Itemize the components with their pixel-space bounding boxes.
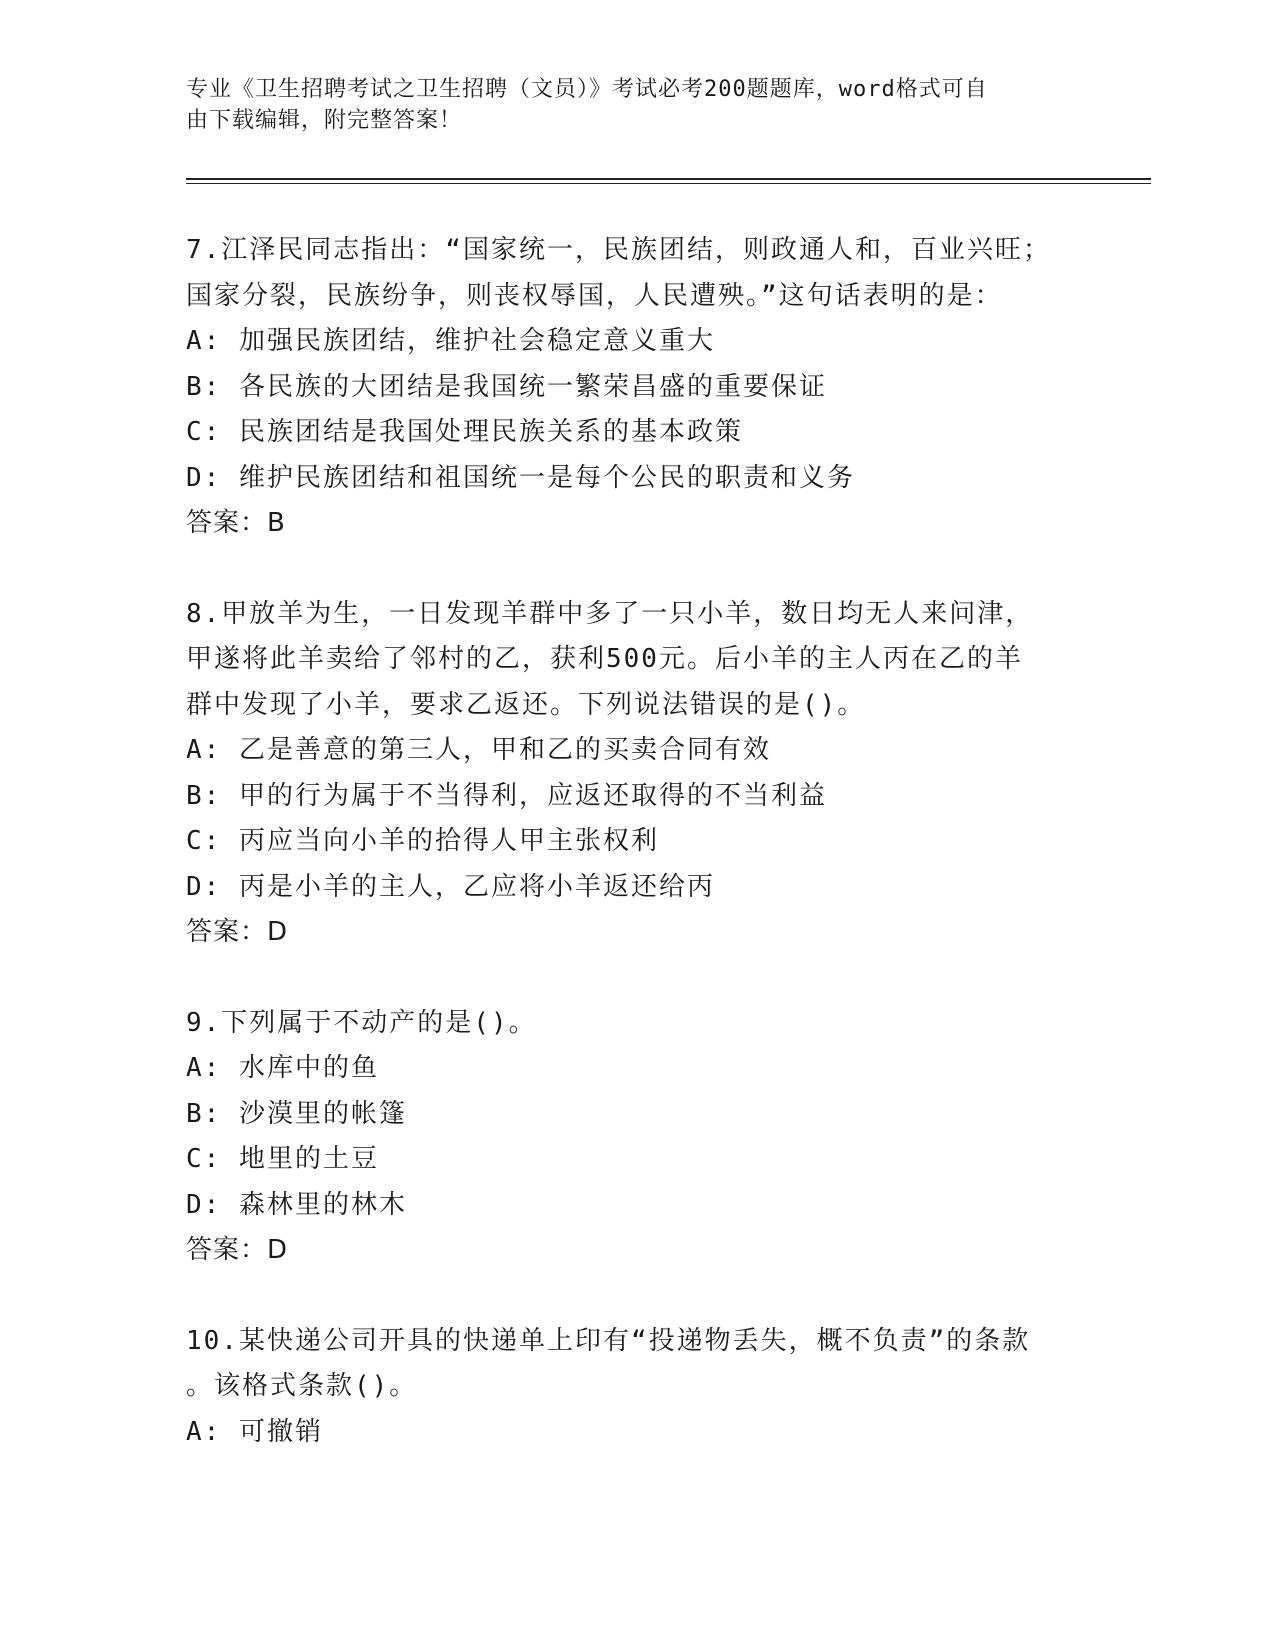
option-c: C: 丙应当向小羊的拾得人甲主张权利 bbox=[186, 826, 659, 856]
option-a: A: 加强民族团结，维护社会稳定意义重大 bbox=[186, 326, 715, 356]
question-item bbox=[186, 1001, 1086, 1274]
question-list bbox=[186, 228, 1086, 1500]
option-d: D: 森林里的林木 bbox=[186, 1189, 407, 1220]
question-stem-line: 国家分裂，民族纷争，则丧权辱国，人民遭殃。”这句话表明的是： bbox=[186, 280, 1003, 311]
header-divider-thin bbox=[186, 183, 1151, 184]
question-stem-line: 10.某快递公司开具的快递单上印有“投递物丢失，概不负责”的条款 bbox=[186, 1325, 1031, 1356]
option-a: A: 水库中的鱼 bbox=[186, 1053, 379, 1083]
option-d: D: 丙是小羊的主人，乙应将小羊返还给丙 bbox=[186, 871, 715, 902]
option-a: A: 可撤销 bbox=[186, 1416, 323, 1447]
question-stem-line: 群中发现了小羊，要求乙返还。下列说法错误的是()。 bbox=[186, 689, 866, 720]
question-item bbox=[186, 592, 1086, 956]
question-item bbox=[186, 228, 1086, 547]
option-b: B: 甲的行为属于不当得利，应返还取得的不当利益 bbox=[186, 780, 827, 811]
option-b: B: 沙漠里的帐篷 bbox=[186, 1098, 407, 1129]
header-line: 由下载编辑，附完整答案！ bbox=[186, 108, 463, 133]
question-stem-line: 。该格式条款()。 bbox=[186, 1371, 418, 1401]
header-divider bbox=[186, 178, 1151, 180]
question-item bbox=[186, 1319, 1086, 1456]
option-c: C: 地里的土豆 bbox=[186, 1144, 379, 1174]
header-line: 专业《卫生招聘考试之卫生招聘（文员）》考试必考200题题库，word格式可自 bbox=[186, 77, 988, 102]
answer-line: 答案：D bbox=[186, 917, 289, 947]
document-header bbox=[186, 74, 1086, 136]
option-c: C: 民族团结是我国处理民族关系的基本政策 bbox=[186, 417, 743, 447]
question-stem-line: 8.甲放羊为生，一日发现羊群中多了一只小羊，数日均无人来问津， bbox=[186, 598, 1034, 629]
question-stem-line: 9.下列属于不动产的是()。 bbox=[186, 1007, 537, 1038]
option-d: D: 维护民族团结和祖国统一是每个公民的职责和义务 bbox=[186, 462, 855, 493]
answer-line: 答案：D bbox=[186, 1235, 289, 1265]
option-b: B: 各民族的大团结是我国统一繁荣昌盛的重要保证 bbox=[186, 371, 827, 402]
question-stem-line: 甲遂将此羊卖给了邻村的乙，获利500元。后小羊的主人丙在乙的羊 bbox=[186, 644, 1023, 674]
question-stem-line: 7.江泽民同志指出：“国家统一，民族团结，则政通人和，百业兴旺； bbox=[186, 235, 1051, 265]
option-a: A: 乙是善意的第三人，甲和乙的买卖合同有效 bbox=[186, 735, 771, 765]
answer-line: 答案：B bbox=[186, 508, 286, 538]
